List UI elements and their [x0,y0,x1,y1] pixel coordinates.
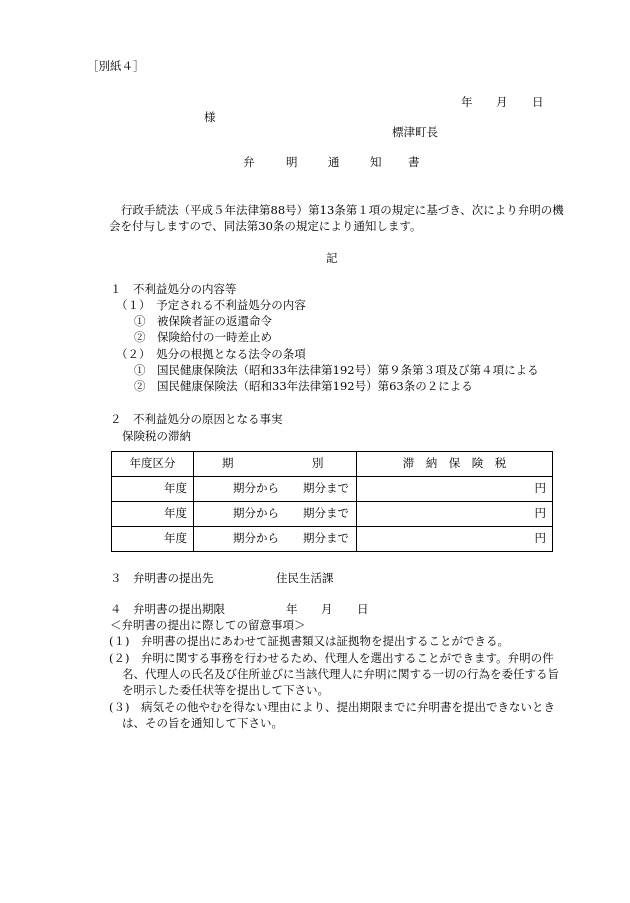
period-cell: 期分から 期分まで [194,502,357,527]
note-2-line-2: 名、代理人の氏名及び住所並びに当該代理人に弁明に関する一切の行為を委任する旨 [122,667,559,681]
title-char: 書 [408,155,420,169]
note-2-line-3: を明示した委任状等を提出して下さい。 [122,683,329,697]
table-row [112,477,553,502]
period-cell: 期分から 期分まで [194,527,357,552]
section1-sub2: （２） 処分の根拠となる法令の条項 [116,347,306,361]
intro-line-2: 会を付与しますので、同法第30条の規定により通知します。 [109,219,422,233]
title-char: 知 [370,155,382,169]
section1-sub1: （１） 予定される不利益処分の内容 [116,298,306,312]
attachment-label: ［別紙４］ [87,59,145,73]
table-header-row [112,452,553,477]
section1-item2: ② 保険給付の一時差止め [134,330,272,344]
amount-cell: 円 [357,502,553,527]
deadline-day: 日 [357,602,369,616]
section2-sub: 保険税の滞納 [122,429,191,443]
notes-heading: ＜弁明書の提出に際しての留意事項＞ [110,618,306,632]
sender: 標津町長 [392,125,438,139]
title-char: 通 [328,155,340,169]
section4-heading: ４ 弁明書の提出期限 [110,602,225,616]
note-1: (１) 弁明書の提出にあわせて証拠書類又は証拠物を提出することができる。 [109,634,509,648]
date-month: 月 [496,95,508,109]
year-cell: 年度 [112,527,194,552]
header-year-category: 年度区分 [112,452,194,477]
table-row [112,502,553,527]
year-cell: 年度 [112,502,194,527]
date-day: 日 [532,95,544,109]
header-arrears: 滞 納 保 険 税 [357,452,553,477]
period-cell: 期分から 期分まで [194,477,357,502]
section1-item4: ② 国民健康保険法（昭和33年法律第192号）第63条の２による [134,379,473,393]
section1-item1: ① 被保険者証の返還命令 [134,314,272,328]
ki-label: 記 [326,251,338,265]
deadline-year: 年 [286,602,298,616]
title-char: 明 [286,155,298,169]
amount-cell: 円 [357,527,553,552]
section3-value: 住民生活課 [276,571,334,585]
section3-heading: ３ 弁明書の提出先 [110,571,214,585]
section1-item3: ① 国民健康保険法（昭和33年法律第192号）第９条第３項及び第４項による [134,363,539,377]
date-year: 年 [461,95,473,109]
section1-heading: １ 不利益処分の内容等 [110,282,237,296]
document-title [243,156,423,172]
arrears-table [111,451,553,552]
note-3-line-1: (３) 病気その他やむを得ない理由により、提出期限までに弁明書を提出できないとき [109,700,555,714]
section2-heading: ２ 不利益処分の原因となる事実 [110,412,283,426]
addressee-suffix: 様 [204,110,216,124]
table-row [112,527,553,552]
amount-cell: 円 [357,477,553,502]
note-3-line-2: は、その旨を通知して下さい。 [122,716,283,730]
intro-line-1: 行政手続法（平成５年法律第88号）第13条第１項の規定に基づき、次により弁明の機 [121,203,564,217]
deadline-month: 月 [321,602,333,616]
title-char: 弁 [243,155,255,169]
year-cell: 年度 [112,477,194,502]
note-2-line-1: (２) 弁明に関する事務を行わせるため、代理人を選出することができます。弁明の件 [109,651,554,665]
header-period: 期 別 [194,452,357,477]
